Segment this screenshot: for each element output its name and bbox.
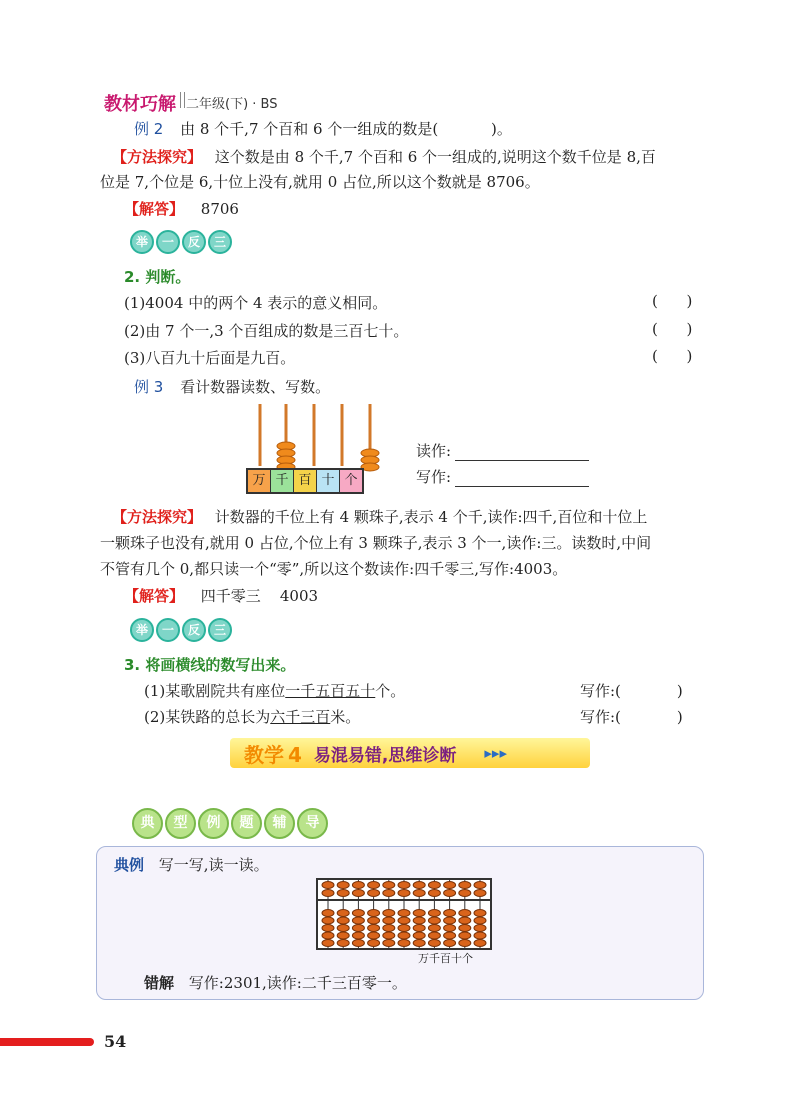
wrong-answer: 错解 写作:2301,读作:二千三百零一。: [144, 974, 407, 992]
abacus-bead: [383, 917, 395, 924]
example2-question: 例 2 由 8 个千,7 个百和 6 个一组成的数是( )。: [134, 120, 512, 138]
abacus-bead: [352, 932, 364, 939]
abacus-bead: [352, 940, 364, 947]
abacus-bead: [413, 925, 425, 932]
example2-answer: 【解答】 8706: [124, 200, 239, 218]
practice-badge: 举 一 反 三: [130, 230, 232, 254]
abacus-bead: [398, 940, 410, 947]
abacus-beads: [322, 880, 486, 948]
practice3-write-1[interactable]: 写作:( ): [580, 682, 683, 700]
write-answer-line: 写作:: [416, 466, 589, 487]
abacus-bead: [398, 932, 410, 939]
counter-label-ge: 个: [339, 470, 362, 492]
abacus-bead: [398, 917, 410, 924]
example2-method-line2: 位是 7,个位是 6,十位上没有,就用 0 占位,所以这个数就是 8706。: [100, 173, 540, 191]
answer-paren-1[interactable]: ( ): [652, 292, 693, 310]
abacus-bead: [383, 925, 395, 932]
abacus-bead: [337, 925, 349, 932]
abacus-bead: [352, 910, 364, 917]
abacus-bead: [322, 925, 334, 932]
abacus-bead: [413, 917, 425, 924]
abacus-bead: [398, 910, 410, 917]
typical-question: 典例 写一写,读一读。: [114, 856, 269, 874]
abacus-bead: [337, 932, 349, 939]
example3-question: 例 3 看计数器读数、写数。: [134, 378, 331, 396]
abacus-bead: [428, 940, 440, 947]
section-banner: [230, 738, 590, 768]
abacus-bead: [444, 882, 456, 889]
abacus-bead: [413, 882, 425, 889]
abacus-bead: [368, 917, 380, 924]
example3-method-line1: 【方法探究】 计数器的千位上有 4 颗珠子,表示 4 个千,读作:四千,百位和十位上: [112, 508, 648, 526]
abacus-bead: [413, 940, 425, 947]
thousands-beads: [277, 442, 295, 471]
abacus-bead: [368, 932, 380, 939]
example2-method-line1: 【方法探究】 这个数是由 8 个千,7 个百和 6 个一组成的,说明这个数千位是 8,百: [112, 148, 656, 166]
page-number: 54: [104, 1032, 127, 1051]
abacus-bead: [428, 910, 440, 917]
abacus-bead: [444, 925, 456, 932]
abacus-bead: [383, 932, 395, 939]
abacus-bead: [444, 890, 456, 897]
abacus-bead: [459, 940, 471, 947]
answer-paren-3[interactable]: ( ): [652, 347, 693, 365]
book-title: 教材巧解: [104, 94, 176, 115]
abacus-bead: [413, 910, 425, 917]
abacus-bead: [352, 890, 364, 897]
practice2-item-2: (2)由 7 个一,3 个百组成的数是三百七十。: [124, 322, 409, 340]
abacus-bead: [337, 882, 349, 889]
abacus-bead: [398, 882, 410, 889]
abacus-bead: [368, 882, 380, 889]
practice2-item-1: (1)4004 中的两个 4 表示的意义相同。: [124, 294, 388, 312]
abacus-bead: [474, 910, 486, 917]
abacus-bead: [398, 925, 410, 932]
read-answer-blank[interactable]: [455, 446, 589, 461]
abacus-bead: [322, 882, 334, 889]
abacus-bead: [352, 925, 364, 932]
banner-title: 易混易错,思维诊断: [313, 745, 457, 766]
abacus-bead: [383, 910, 395, 917]
abacus-bead: [337, 917, 349, 924]
abacus-bead: [459, 882, 471, 889]
abacus-bead: [474, 925, 486, 932]
counter-label-shi: 十: [316, 470, 339, 492]
abacus-bead: [368, 925, 380, 932]
typical-example-badge: 典 型 例 题 辅 导: [132, 808, 328, 839]
abacus-bead: [459, 932, 471, 939]
abacus-bead: [474, 890, 486, 897]
abacus-bead: [474, 917, 486, 924]
practice-badge-2: 举 一 反 三: [130, 618, 232, 642]
counter-rods: [260, 404, 370, 466]
example3-answer: 【解答】 四千零三 4003: [124, 587, 319, 605]
abacus-bead: [474, 932, 486, 939]
abacus-bead: [459, 925, 471, 932]
practice2-item-3: (3)八百九十后面是九百。: [124, 349, 296, 367]
practice2-title: 2. 判断。: [124, 268, 191, 286]
abacus-bead: [444, 932, 456, 939]
abacus-bead: [474, 940, 486, 947]
abacus-bead: [428, 925, 440, 932]
counter-label-wan: 万: [248, 470, 270, 492]
example3-method-line2: 一颗珠子也没有,就用 0 占位,个位上有 3 颗珠子,表示 3 个一,读作:三。读数时,中间: [100, 534, 652, 552]
abacus-bead: [444, 917, 456, 924]
abacus-bead: [368, 890, 380, 897]
abacus-bead: [444, 940, 456, 947]
book-subtitle: 二年级(下) · BS: [186, 97, 278, 112]
abacus-bead: [398, 890, 410, 897]
abacus-bead: [322, 932, 334, 939]
header-divider: [180, 92, 185, 108]
abacus-bead: [337, 910, 349, 917]
write-answer-blank[interactable]: [455, 472, 589, 487]
abacus-bead: [413, 932, 425, 939]
abacus-bead: [459, 910, 471, 917]
counter-label-bai: 百: [293, 470, 316, 492]
abacus-bead: [459, 917, 471, 924]
abacus-bead: [383, 882, 395, 889]
abacus-bead: [428, 917, 440, 924]
abacus-bead: [413, 890, 425, 897]
practice3-item-1: (1)某歌剧院共有座位一千五百五十个。: [144, 682, 406, 700]
arrows-icon: ▸▸▸: [484, 744, 507, 762]
abacus-bead: [322, 890, 334, 897]
practice3-item-2: (2)某铁路的总长为六千三百米。: [144, 708, 361, 726]
abacus-bead: [322, 917, 334, 924]
abacus-bead: [322, 940, 334, 947]
abacus-bead: [322, 910, 334, 917]
footer-bar: [0, 1038, 94, 1046]
read-answer-line: 读作:: [416, 440, 589, 461]
answer-paren-2[interactable]: ( ): [652, 320, 693, 338]
abacus-bead: [352, 917, 364, 924]
banner-prefix: 教学 4: [244, 742, 302, 767]
example2-label: 例 2: [134, 120, 164, 138]
abacus-bead: [428, 882, 440, 889]
abacus-bead: [474, 882, 486, 889]
abacus-bead: [444, 910, 456, 917]
practice3-title: 3. 将画横线的数写出来。: [124, 656, 296, 674]
abacus-bead: [337, 890, 349, 897]
abacus-bead: [459, 890, 471, 897]
abacus-bead: [352, 882, 364, 889]
counter-label-qian: 千: [270, 470, 293, 492]
abacus-bead: [383, 890, 395, 897]
abacus-place-labels: 万千百十个: [418, 952, 473, 965]
counter-base: [246, 468, 364, 494]
abacus-bead: [428, 932, 440, 939]
abacus-bead: [428, 890, 440, 897]
abacus-bead: [383, 940, 395, 947]
abacus-figure: [316, 878, 492, 950]
abacus-bead: [368, 940, 380, 947]
example3-method-line3: 不管有几个 0,都只读一个“零”,所以这个数读作:四千零三,写作:4003。: [100, 560, 568, 578]
abacus-bead: [368, 910, 380, 917]
abacus-bead: [337, 940, 349, 947]
practice3-write-2[interactable]: 写作:( ): [580, 708, 683, 726]
